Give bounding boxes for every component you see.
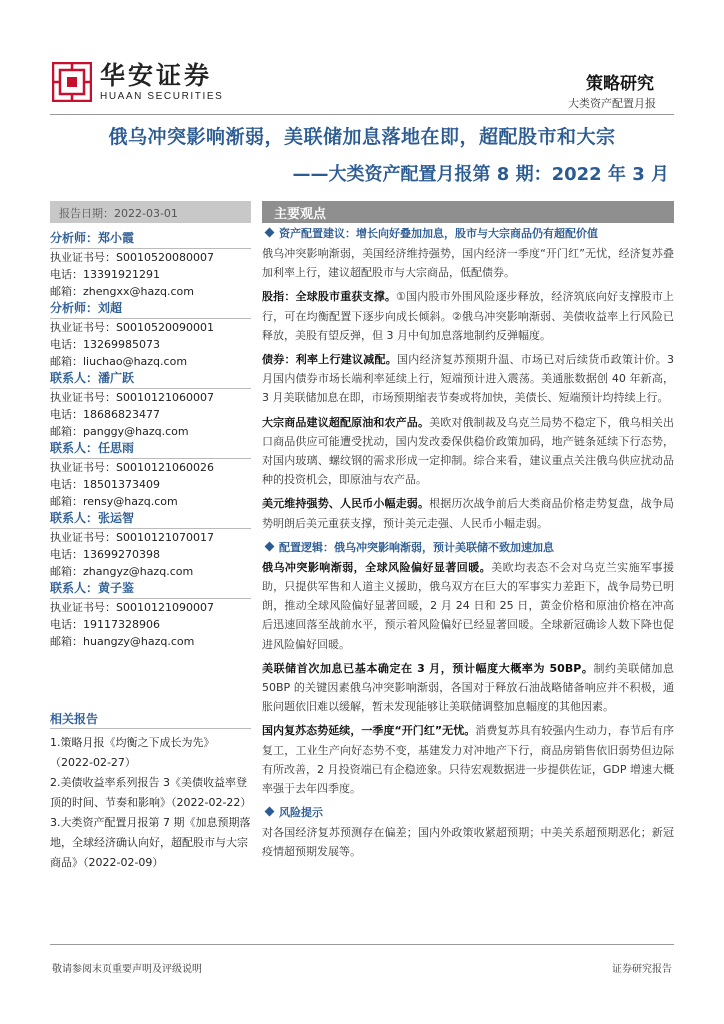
paragraph bbox=[262, 413, 674, 490]
paragraph bbox=[262, 287, 674, 345]
analyst-email[interactable]: 邮箱：zhengxx@hazq.com bbox=[50, 285, 194, 298]
analyst-email[interactable]: 邮箱：huangzy@hazq.com bbox=[50, 635, 195, 648]
main-content bbox=[262, 224, 674, 867]
analyst-block bbox=[50, 580, 251, 650]
paragraph-text: ①国内股市外围风险逐步释放，经济筑底向好支撑股市上行，可在均衡配置下逐步向成长倾斜。②俄乌冲突影响渐弱、美债收益率上行风险已释放，美股有望反弹，但 3 月中旬加息落地制约反弹幅度。 bbox=[262, 290, 674, 342]
paragraph bbox=[262, 823, 674, 861]
paragraph-lead: 俄乌冲突影响渐弱，全球风险偏好显著回暖。 bbox=[262, 560, 492, 574]
section-heading-text: 资产配置建议：增长向好叠加加息，股市与大宗商品仍有超配价值 bbox=[279, 227, 598, 240]
analyst-name: 分析师：刘超 bbox=[50, 300, 251, 319]
bullet-diamond-icon bbox=[265, 541, 275, 551]
paragraph-lead: 国内复苏态势延续，一季度“开门红”无忧。 bbox=[262, 724, 476, 738]
related-report-item[interactable]: 3.大类资产配置月报第 7 期《加息预期落地，全球经济确认向好，超配股市与大宗商品》（2022-02-09） bbox=[50, 816, 251, 869]
paragraph-lead: 债券：利率上行建议减配。 bbox=[262, 353, 397, 367]
section-heading bbox=[262, 803, 674, 823]
paragraph-lead: 大宗商品建议超配原油和农产品。 bbox=[262, 415, 430, 429]
analyst-cert: 执业证书号：S0010121090007 bbox=[50, 601, 214, 614]
analyst-email[interactable]: 邮箱：rensy@hazq.com bbox=[50, 495, 178, 508]
analyst-phone: 电话：19117328906 bbox=[50, 618, 160, 631]
analyst-name: 联系人：黄子鉴 bbox=[50, 580, 251, 599]
report-date: 报告日期：2022-03-01 bbox=[50, 201, 251, 223]
paragraph-text: 根据历次战争前后大类商品价格走势复盘，战争局势明朗后美元重获支撑，预计美元走强、人民币小幅走弱。 bbox=[262, 497, 675, 530]
related-reports bbox=[50, 710, 251, 873]
paragraph bbox=[262, 494, 674, 532]
paragraph-text: 制约美联储加息 50BP 的关键因素俄乌冲突影响渐弱，各国对于释放石油战略储备响应并不积极，通胀问题依旧难以缓解，暂未发现能够让美联储调整加息幅度的其他因素。 bbox=[262, 661, 674, 714]
bullet-diamond-icon bbox=[265, 228, 275, 238]
analyst-phone: 电话：13699270398 bbox=[50, 548, 160, 561]
logo-chinese-name: 华安证券 bbox=[100, 61, 213, 90]
analyst-phone: 电话：13269985073 bbox=[50, 338, 160, 351]
analyst-name: 分析师：郑小霞 bbox=[50, 230, 251, 249]
analyst-block bbox=[50, 510, 251, 580]
analyst-block bbox=[50, 230, 251, 300]
paragraph bbox=[262, 350, 674, 408]
paragraph-lead: 美联储首次加息已基本确定在 3 月，预计幅度大概率为 50BP。 bbox=[262, 661, 594, 675]
logo-english-name: HUAAN SECURITIES bbox=[100, 91, 224, 102]
analyst-name: 联系人：任思雨 bbox=[50, 440, 251, 459]
analyst-phone: 电话：13391921291 bbox=[50, 268, 160, 281]
main-points-header: 主要观点 bbox=[262, 201, 674, 223]
paragraph bbox=[262, 721, 674, 798]
section-heading bbox=[262, 538, 674, 558]
paragraph-lead: 股指：全球股市重获支撑。 bbox=[262, 290, 397, 304]
analyst-name: 联系人：潘广跃 bbox=[50, 370, 251, 389]
header-divider bbox=[50, 114, 674, 115]
report-category: 策略研究 bbox=[586, 74, 654, 94]
analyst-name: 联系人：张运智 bbox=[50, 510, 251, 529]
analyst-cert: 执业证书号：S0010121060026 bbox=[50, 461, 214, 474]
analyst-sidebar bbox=[50, 230, 251, 650]
analyst-cert: 执业证书号：S0010520080007 bbox=[50, 251, 214, 264]
analyst-email[interactable]: 邮箱：panggy@hazq.com bbox=[50, 425, 189, 438]
analyst-phone: 电话：18501373409 bbox=[50, 478, 160, 491]
analyst-email[interactable]: 邮箱：liuchao@hazq.com bbox=[50, 355, 188, 368]
paragraph bbox=[262, 659, 674, 717]
footer-disclaimer: 敬请参阅末页重要声明及评级说明 bbox=[52, 964, 202, 975]
related-report-item[interactable]: 1.策略月报《均衡之下成长为先》（2022-02-27） bbox=[50, 736, 215, 769]
analyst-block bbox=[50, 300, 251, 370]
huaan-logo-icon bbox=[52, 62, 92, 102]
analyst-cert: 执业证书号：S0010520090001 bbox=[50, 321, 214, 334]
paragraph-lead: 美元维持强势、人民币小幅走弱。 bbox=[262, 497, 430, 511]
footer-label: 证券研究报告 bbox=[612, 964, 672, 975]
report-title: 俄乌冲突影响渐弱，美联储加息落地在即，超配股市和大宗 bbox=[108, 126, 616, 148]
bullet-diamond-icon bbox=[265, 807, 275, 817]
related-report-item[interactable]: 2.美债收益率系列报告 3《美债收益率登顶的时间、节奏和影响》（2022-02-22） bbox=[50, 776, 252, 809]
paragraph-text: 消费复苏具有较强内生动力，春节后有序复工，工业生产向好态势不变，基建发力对冲地产下行，商品房销售依旧弱势但边际有所改善，2 月投资端已有企稳迹象。只待宏观数据进一步提供佐证，GDP 增速大概率强于去年四季度。 bbox=[262, 724, 674, 796]
paragraph-text: 美欧对俄制裁及乌克兰局势不稳定下，俄乌相关出口商品供应可能遭受扰动，国内发改委保供稳价政策加码，地产链条延续下行态势，对国内玻璃、螺纹钢的需求形成一定抑制。综合来看，建议重点关注俄乌供应扰动品种的投资机会，即原油与农产品。 bbox=[262, 415, 675, 487]
report-subtitle: ——大类资产配置月报第 8 期：2022 年 3 月 bbox=[292, 164, 669, 185]
report-subcategory: 大类资产配置月报 bbox=[568, 97, 656, 110]
analyst-cert: 执业证书号：S0010121060007 bbox=[50, 391, 214, 404]
analyst-block bbox=[50, 370, 251, 440]
paragraph-text: 俄乌冲突影响渐弱，美国经济维持强势，国内经济一季度“开门红”无忧，经济复苏叠加利率上行，建议超配股市与大宗商品，低配债券。 bbox=[262, 247, 674, 280]
section-heading-text: 配置逻辑：俄乌冲突影响渐弱，预计美联储不致加速加息 bbox=[279, 540, 554, 554]
company-logo bbox=[52, 62, 223, 102]
paragraph-text: 美欧均表态不会对乌克兰实施军事援助，只提供军售和人道主义援助，俄乌双方在巨大的军事实力差距下，战争局势已明朗，推动全球风险偏好显著回暖，2 月 24 日和 25 日，黄金价格和原油价格在冲高后迅速回落至战前水平，预示着风险偏好已经显著回暖。全球新冠确诊人数下降也促进风险偏好回暖。 bbox=[262, 560, 675, 651]
analyst-cert: 执业证书号：S0010121070017 bbox=[50, 531, 214, 544]
paragraph-text: 国内经济复苏预期升温、市场已对后续货币政策计价。3 月国内债券市场长端利率延续上行，短端预计进入震荡。美通胀数据创 40 年新高，3 月美联储加息在即，市场预期缩表节奏或将加快，美债长、短端预计均持续上行。 bbox=[262, 353, 674, 405]
analyst-block bbox=[50, 440, 251, 510]
paragraph bbox=[262, 244, 674, 282]
section-heading bbox=[262, 224, 674, 244]
section-heading-text: 风险提示 bbox=[279, 806, 323, 820]
analyst-phone: 电话：18686823477 bbox=[50, 408, 160, 421]
paragraph bbox=[262, 558, 674, 654]
analyst-email[interactable]: 邮箱：zhangyz@hazq.com bbox=[50, 565, 194, 578]
related-reports-header: 相关报告 bbox=[50, 710, 251, 729]
paragraph-text: 对各国经济复苏预测存在偏差；国内外政策收紧超预期；中美关系超预期恶化；新冠疫情超预期发展等。 bbox=[262, 826, 674, 859]
footer-divider bbox=[50, 944, 674, 945]
